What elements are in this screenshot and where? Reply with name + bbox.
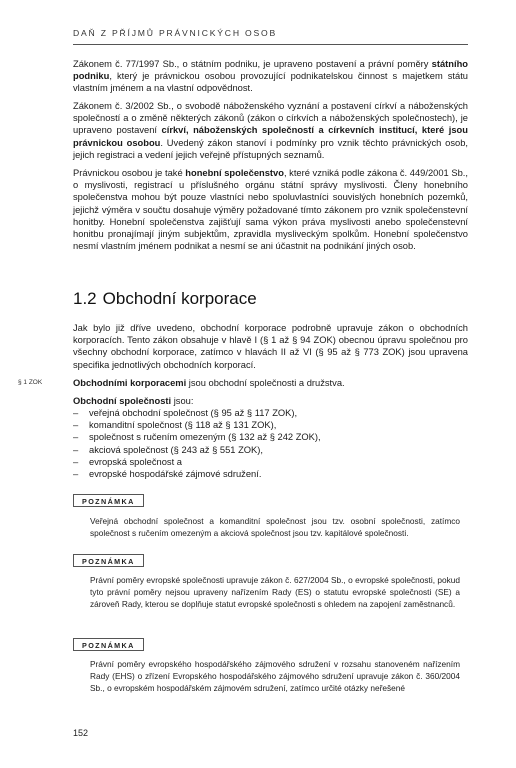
paragraph-intro-corporations: Jak bylo již dříve uvedeno, obchodní korporace podrobně upravuje zákon o obchodních korporacích. Tento zákon obsahuje v hlavě I (§ 1 až § 94 ZOK) obecnou úpravu společnou pro všechny obchodní korporace, zatímco v hlavách II až VI (§ 95 až § 773 ZOK) jsou upravena specifika jednotlivých obchodních korporací. [73,323,468,370]
list-item [73,431,468,443]
list-item-text: evropská společnost a [89,456,182,467]
note-text: Veřejná obchodní společnost a komanditní společnost jsou tzv. osobní společnosti, zatímco společnost s ručením omezeným a akciová společnost jsou tzv. kapitálové společnosti. [90,516,460,538]
list-item [73,468,468,480]
paragraph-companies-intro [73,395,468,407]
note-label: POZNÁMKA [73,494,144,507]
bold-term: Obchodní společnosti [73,396,172,406]
list-item-text: komanditní společnost (§ 118 až § 131 ZOK), [89,420,277,431]
list-item-text: veřejná obchodní společnost (§ 95 až § 117 ZOK), [89,408,298,418]
bold-term: honební společenstvo [185,168,284,178]
paragraph-state-enterprise [73,58,468,95]
paragraph-text: , který je právnickou osobou provozující podnikatelskou činnost s majetkem státu vlastním jménem a na vlastní odpovědnost. [73,71,468,94]
paragraph-text: jsou: [171,396,194,406]
list-item [73,419,468,431]
list-item [73,444,468,456]
list-dash: – [73,408,79,418]
bold-term: církví, náboženských společností a církevních institucí, které jsou právnickou osobou [73,125,468,148]
list-dash: – [73,432,79,443]
running-head: DAŇ Z PŘÍJMŮ PRÁVNICKÝCH OSOB [73,28,278,38]
list-item [73,456,468,468]
note-label: POZNÁMKA [73,554,144,567]
page-number: 152 [73,728,89,738]
list-item-text: společnost s ručením omezeným (§ 132 až § 242 ZOK), [89,432,321,443]
list-item-text: evropské hospodářské zájmové sdružení. [89,469,262,480]
paragraph-corporations-definition [73,377,468,389]
note-text: Právní poměry evropské společnosti upravuje zákon č. 627/2004 Sb., o evropské společnosti, pokud tyto právní poměry nejsou upraveny nařízením Rady (ES) o statutu evropské společnosti (SE) a zároveň Rady, kterou se doplňuje statut evropské společnosti s ohledem na zapojení zaměstnanců. [90,575,460,609]
paragraph-hunting-association [73,167,468,252]
paragraph-churches [73,100,468,161]
paragraph-text: Zákonem č. 77/1997 Sb., o státním podniku, je upraveno postavení a právní poměry [73,59,432,69]
paragraph-text: Právnickou osobou je také [73,168,186,178]
companies-list [73,407,468,480]
section-number: 1.2 [73,289,97,308]
paragraph-text: jsou obchodní společnosti a družstva. [186,378,345,388]
paragraph-text: . Uvedený zákon stanoví i podmínky pro vznik těchto právnických osob, jejich registraci a vedení jejich veřejně přístupných seznamů. [73,137,468,160]
bold-term: státního podniku [73,59,468,82]
header-rule [73,44,468,45]
section-heading [73,289,257,309]
margin-note: § 1 ZOK [18,379,43,386]
list-dash: – [73,420,79,431]
note-label: POZNÁMKA [73,638,144,651]
section-title: Obchodní korporace [102,289,257,308]
bold-term: Obchodními korporacemi [73,378,187,388]
list-dash: – [73,456,79,467]
list-item-text: akciová společnost (§ 243 až § 551 ZOK), [89,444,263,455]
paragraph-text: Zákonem č. 3/2002 Sb., o svobodě náboženského vyznání a postavení církví a náboženských společností a o změně některých zákonů (zákon o církvích a náboženských společnostech), je upraveno postavení [73,101,468,136]
list-dash: – [73,444,79,455]
paragraph-text: , které vzniká podle zákona č. 449/2001 Sb., o myslivosti, registrací u příslušného orgánu státní správy myslivosti. Členy honebního společenstva mohou být pouze vlastníci nebo spoluvlastníci souvislých honebních pozemků, jejichž výměra v součtu dosahuje výměry požadované tímto zákonem pro vznik společenstevní honitby. Honební společenstva zajišťují sama výkon práva myslivosti anebo společenstevní honitbu pronajímají jiným subjektům, zpravidla mysliveckým spolkům. Honební společenstvo nesmí vlastním jménem podnikat a nesmí se ani účastnit na podnikání jiných osob. [73,168,468,252]
list-dash: – [73,469,79,480]
list-item [73,407,468,419]
note-text: Právní poměry evropského hospodářského zájmového sdružení v rozsahu stanoveném nařízením Rady (EHS) o zřízení Evropského hospodářského zájmového sdružení upravuje zákon č. 360/2004 Sb., o evropském hospodářském zájmovém sdružení, zatímco určité otázky neřešené [90,659,460,693]
